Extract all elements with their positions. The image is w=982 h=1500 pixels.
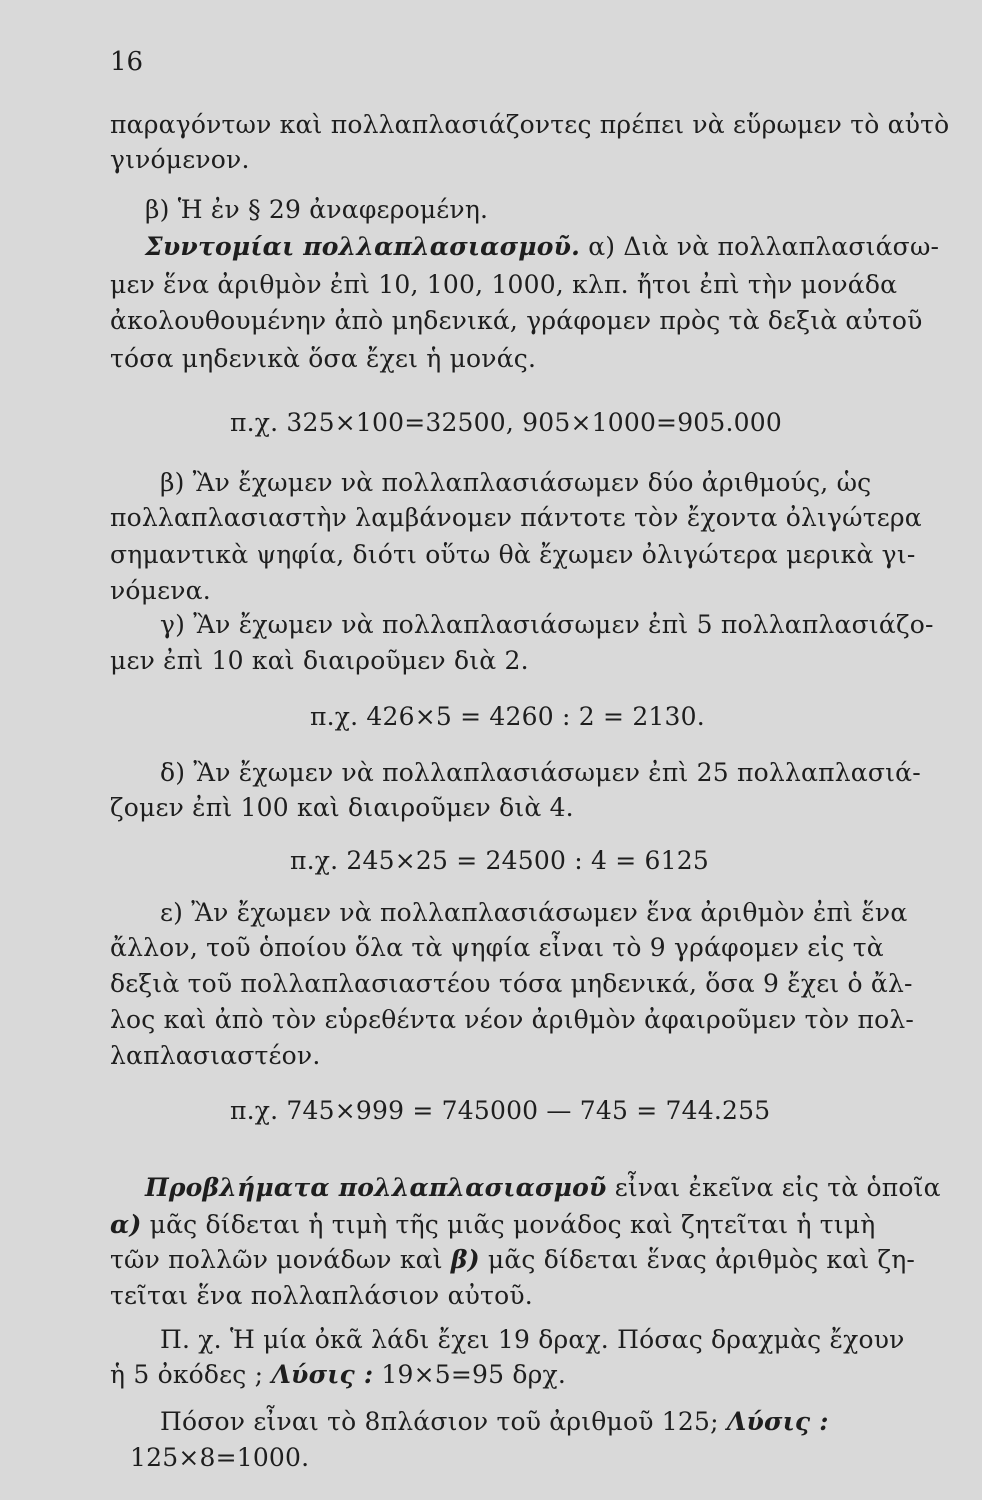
equation-4: π.χ. 745×999 = 745000 — 745 = 744.255 <box>230 1096 771 1125</box>
text-line-20: ἄλλον, τοῦ ὁποίου ὅλα τὰ ψηφία εἶναι τὸ 9 γράφομεν εἰς τὰ <box>110 933 884 962</box>
problems-line-2-text: μᾶς δίδεται ἡ τιμὴ τῆς μιᾶς μονάδος καὶ ζητεῖται ἡ τιμὴ <box>149 1210 876 1239</box>
example-line-2-text: ἡ 5 ὀκόδες ; <box>110 1360 264 1389</box>
equation-3: π.χ. 245×25 = 24500 : 4 = 6125 <box>290 846 709 875</box>
example-line-1: Π. χ. Ἡ μία ὀκᾶ λάδι ἔχει 19 δραχ. Πόσας δραχμὰς ἔχουν <box>160 1325 905 1354</box>
text-line-9: β) Ἂν ἔχωμεν νὰ πολλαπλασιάσωμεν δύο ἀριθμούς, ὡς <box>160 468 872 497</box>
example-line-3-text: Πόσον εἶναι τὸ 8πλάσιον τοῦ ἀριθμοῦ 125; <box>160 1407 719 1436</box>
text-line-12: νόμενα. <box>110 576 211 605</box>
problems-heading: Προβλήματα πολλαπλασιασμοῦ <box>145 1173 607 1202</box>
text-line-21: δεξιὰ τοῦ πολλαπλασιαστέου τόσα μηδενικά, ὅσα 9 ἔχει ὁ ἄλ- <box>110 969 913 998</box>
problems-line-3-rest: μᾶς δίδεται ἕνας ἀριθμὸς καὶ ζη- <box>487 1245 916 1274</box>
shortcuts-rest: α) Διὰ νὰ πολλαπλασιάσω- <box>588 232 940 261</box>
shortcuts-heading: Συντομίαι πολλαπλασιασμοῦ. <box>145 232 581 261</box>
equation-1: π.χ. 325×100=32500, 905×1000=905.000 <box>230 408 782 437</box>
text-line-13: γ) Ἂν ἔχωμεν νὰ πολλαπλασιάσωμεν ἐπὶ 5 πολλαπλασιάζο- <box>160 610 934 639</box>
problems-line-2 <box>110 1210 875 1240</box>
text-line-19: ε) Ἂν ἔχωμεν νὰ πολλαπλασιάσωμεν ἕνα ἀριθμὸν ἐπὶ ἕνα <box>160 898 908 927</box>
text-line-7: τόσα μηδενικὰ ὅσα ἔχει ἡ μονάς. <box>110 344 537 373</box>
page-number: 16 <box>110 47 144 77</box>
shortcuts-line <box>145 232 939 262</box>
equation-2: π.χ. 426×5 = 4260 : 2 = 2130. <box>310 702 705 731</box>
label-a: α) <box>110 1210 142 1239</box>
text-line-14: μεν ἐπὶ 10 καὶ διαιροῦμεν διὰ 2. <box>110 646 529 675</box>
example-line-3 <box>160 1407 829 1437</box>
problems-line <box>145 1173 941 1203</box>
text-line-23: λαπλασιαστέον. <box>110 1041 321 1070</box>
solution-2: 125×8=1000. <box>130 1443 310 1472</box>
solution-label-2: Λύσις : <box>726 1407 829 1436</box>
text-line-6: ἀκολουθουμένην ἀπὸ μηδενικά, γράφομεν πρὸς τὰ δεξιὰ αὐτοῦ <box>110 306 923 335</box>
text-line-10: πολλαπλασιαστὴν λαμβάνομεν πάντοτε τὸν ἔχοντα ὀλιγώτερα <box>110 503 922 532</box>
solution-1: 19×5=95 δρχ. <box>381 1360 567 1389</box>
problems-line-3 <box>110 1245 915 1275</box>
solution-label-1: Λύσις : <box>271 1360 374 1389</box>
text-line-11: σημαντικὰ ψηφία, διότι οὕτω θὰ ἔχωμεν ὀλιγώτερα μερικὰ γι- <box>110 540 916 569</box>
problems-line-3-text: τῶν πολλῶν μονάδων καὶ <box>110 1245 443 1274</box>
text-line-1: παραγόντων καὶ πολλαπλασιάζοντες πρέπει νὰ εὕρωμεν τὸ αὐτὸ <box>110 110 950 139</box>
text-line-2: γινόμενον. <box>110 145 250 174</box>
problems-rest: εἶναι ἐκεῖνα εἰς τὰ ὁποῖα <box>614 1173 941 1202</box>
example-line-2 <box>110 1360 566 1390</box>
label-b: β) <box>450 1245 480 1274</box>
text-line-5: μεν ἕνα ἀριθμὸν ἐπὶ 10, 100, 1000, κλπ. ἤτοι ἐπὶ τὴν μονάδα <box>110 270 898 299</box>
text-line-22: λος καὶ ἀπὸ τὸν εὑρεθέντα νέον ἀριθμὸν ἀφαιροῦμεν τὸν πολ- <box>110 1005 915 1034</box>
problems-line-4: τεῖται ἕνα πολλαπλάσιον αὐτοῦ. <box>110 1281 533 1310</box>
text-line-16: δ) Ἂν ἔχωμεν νὰ πολλαπλασιάσωμεν ἐπὶ 25 πολλαπλασιά- <box>160 758 921 787</box>
text-line-17: ζομεν ἐπὶ 100 καὶ διαιροῦμεν διὰ 4. <box>110 793 574 822</box>
text-line-3: β) Ἡ ἐν § 29 ἀναφερομένη. <box>145 195 489 224</box>
